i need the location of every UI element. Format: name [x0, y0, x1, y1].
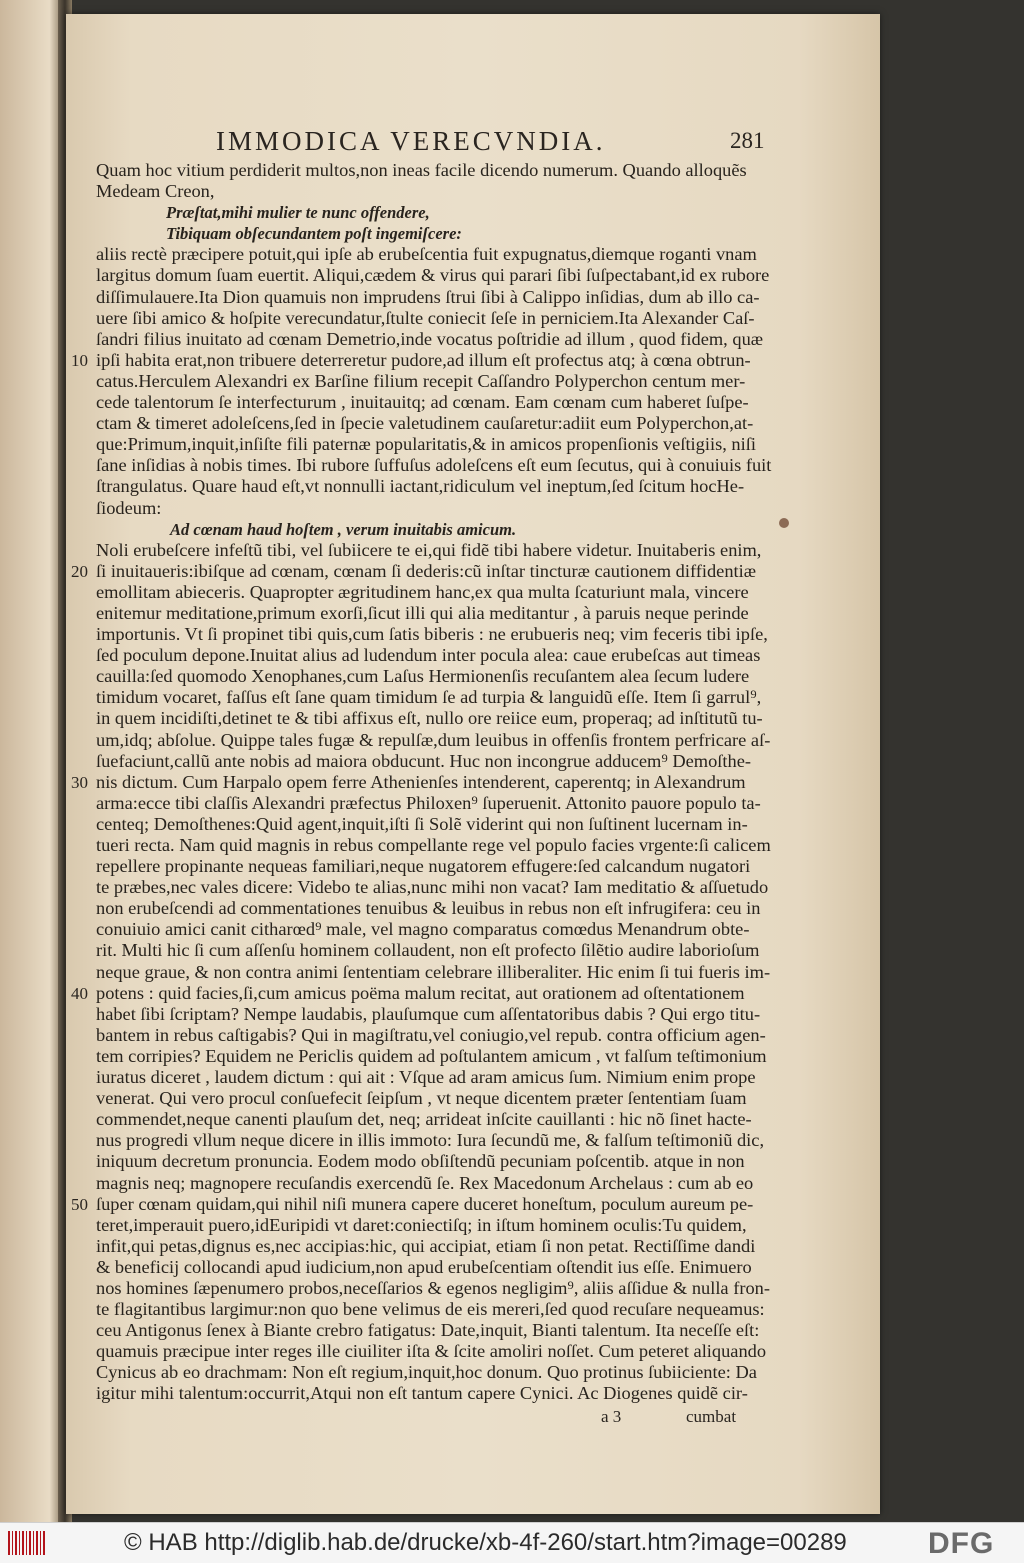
line-number-marker: 30 — [71, 772, 88, 792]
text-line — [96, 645, 796, 666]
text-line-content: que:Primum,inquit,inſiſte fili paternæ popularitatis,& in amicos propenſionis veſtigiis, niſi — [96, 434, 756, 455]
line-number-marker: 10 — [71, 350, 88, 370]
text-line — [96, 1046, 796, 1067]
text-line-content: uere ſibi amico & hoſpite verecundatur,ſtulte coniecit ſeſe in perniciem.Ita Alexander Caſ- — [96, 307, 755, 328]
copyright-link[interactable]: © HAB http://diglib.hab.de/drucke/xb-4f-260/start.htm?image=00289 — [124, 1529, 847, 1556]
text-line-content: centeq; Demoſthenes:Quid agent,inquit,iſti ſi Solẽ viderint qui non ſuſtinent lucernam in- — [96, 813, 748, 834]
book-page — [66, 14, 880, 1514]
text-line — [96, 877, 796, 898]
page-header — [66, 122, 880, 158]
text-line — [96, 687, 796, 708]
text-line — [96, 1215, 796, 1236]
text-line-content: Ad cœnam haud hoſtem , verum inuitabis amicum. — [170, 519, 517, 539]
text-line-content: ſtrangulatus. Quare haud eſt,vt nonnulli iactant,ridiculum vel ineptum,ſed ſcitum hocHe- — [96, 476, 745, 497]
text-line-content: commendet,neque canenti plauſum det, neq; arrideat inſcite cauillanti : hic nõ ſinet hacte- — [96, 1109, 752, 1130]
text-line-content: nos homines ſæpenumero probos,neceſſarios & egenos negligim⁹, aliis aſſidue & nulla fron- — [96, 1277, 770, 1298]
text-line-content: nis dictum. Cum Harpalo opem ferre Athenienſes intenderent, caperentq; in Alexandrum — [96, 771, 746, 792]
text-line — [96, 666, 796, 687]
text-line — [71, 349, 796, 371]
text-line — [96, 1257, 796, 1278]
text-line-content: importunis. Vt ſi propinet tibi quis,cum ſatis biberis : ne erubueris neq; vim feceris tibi ipſe, — [96, 624, 768, 645]
text-line — [96, 1383, 796, 1404]
text-line-content: enitemur meditatione,primum exorſi,ſicut illi qui alia meditantur , à paruis neque perinde — [96, 602, 749, 623]
left-page-edge — [0, 0, 62, 1522]
text-line-content: magnis neq; magnopere recuſandis exercendũ ſe. Rex Macedonum Archelaus : cum ab eo — [96, 1172, 754, 1193]
line-number-marker: 50 — [71, 1194, 88, 1214]
text-line — [96, 434, 796, 455]
text-line-content: iuratus diceret , laudem dictum : qui ait : Vſque ad aram amicus ſum. Nimium enim prope — [96, 1067, 756, 1088]
text-line-content: timidum vocaret, faſſus eſt ſane quam timidum ſe ad turpia & languidũ eſſe. Item ſi garrul⁹, — [96, 687, 762, 708]
text-line-content: um,idq; abſolue. Quippe tales fugæ & repulſæ,dum leuibus in offenſis frontem perfricare aſ- — [96, 729, 771, 750]
text-line-content: non erubeſcendi ad commentationes tenuibus & leuibus in rebus non eſt infrugifera: ceu in — [96, 898, 761, 919]
text-line — [96, 223, 796, 244]
text-line — [96, 582, 796, 603]
text-line-content: conuiuio amici canit citharœd⁹ male, vel magno comparatus comœdus Menandrum obte- — [96, 919, 750, 940]
signature-mark: a 3 — [601, 1406, 622, 1426]
text-line-content: repellere propinante nequeas familiari,neque nugatorem effugere:ſed calcandum nugatori — [96, 856, 751, 877]
text-line-content: infit,qui petas,dignus es,nec accipias:hic, qui accipiat, etiam ſi non petat. Rectiſſime dandi — [96, 1235, 756, 1256]
text-line — [96, 308, 796, 329]
text-line — [96, 1109, 796, 1130]
text-line-content: Quam hoc vitium perdiderit multos,non ineas facile dicendo numerum. Quando alloquẽs — [96, 160, 747, 180]
hab-logo — [8, 1531, 46, 1555]
text-line — [96, 476, 796, 497]
text-line — [96, 814, 796, 835]
text-line — [96, 1236, 796, 1257]
text-line-content: Tibiquam obſecundantem poſt ingemiſcere: — [166, 224, 462, 244]
text-line-content: Medeam Creon, — [96, 181, 215, 202]
text-line-content: cauilla:ſed quomodo Xenophanes,cum Laſus Hermionenſis recuſantem alea ſecum ludere — [96, 666, 750, 687]
text-line — [96, 1130, 796, 1151]
text-line-content: tem corripies? Equidem ne Periclis quidem ad poſtulantem amicum , vt falſum teſtimonium — [96, 1045, 767, 1066]
text-line-content: bantem in rebus caſtigabis? Qui in magiſtratu,vel coniugio,vel repub. contra officium agen- — [96, 1024, 766, 1045]
line-number-marker: 20 — [71, 561, 88, 581]
text-line-content: ſane inſidias à nobis times. Ibi rubore ſuffuſus adoleſcens eſt eum ſecutus, qui à conuiuis fuit — [96, 455, 772, 476]
text-line-content: te flagitantibus largimur:non quo bene velimus de eis mereri,ſed quod recuſare nequeamus: — [96, 1299, 765, 1320]
ink-spot — [779, 518, 789, 528]
text-line — [96, 202, 796, 223]
catchword: cumbat — [686, 1406, 737, 1426]
text-line — [96, 287, 796, 308]
text-line-content: igitur mihi talentum:occurrit,Atqui non eſt tantum capere Cynici. Ac Diogenes quidẽ cir- — [96, 1383, 748, 1404]
text-line-content: Præſtat,mihi mulier te nunc offendere, — [166, 203, 430, 223]
text-line-content: diſſimulauere.Ita Dion quamuis non imprudens ſtrui ſibi à Calippo inſidias, dum ab illo ca- — [96, 286, 760, 307]
signature-line — [96, 1405, 796, 1429]
text-line — [96, 751, 796, 772]
text-line — [96, 413, 796, 434]
text-line-content: cede talentorum ſe interfecturum , inuitauitq; ad cœnam. Eam cœnam cum haberet ſuſpe- — [96, 392, 749, 413]
text-line — [96, 1025, 796, 1046]
text-line-content: Cynicus ab eo drachmam: Non eſt regium,inquit,hoc donum. Quo protinus ſubiiciente: Da — [96, 1362, 757, 1383]
text-line — [96, 519, 796, 540]
page-number: 281 — [730, 128, 765, 153]
text-line — [96, 856, 796, 877]
text-line-content: arma:ecce tibi claſſis Alexandri præfectus Philoxen⁹ ſuperuenit. Attonito pauore populo ta- — [96, 792, 761, 813]
text-line — [96, 1151, 796, 1172]
text-line-content: venerat. Qui vero procul conſuefecit ſeipſum , vt neque dicentem præter ſententiam ſuam — [96, 1088, 747, 1109]
text-line-content: te præbes,nec vales dicere: Videbo te alias,nunc mihi non vacat? Iam meditatio & aſſuetudo — [96, 877, 769, 898]
text-line-content: emollitam abieceris. Quapropter ægritudinem hanc,ex qua multa ſcaturiunt mala, vincere — [96, 581, 749, 602]
text-line — [96, 835, 796, 856]
text-line — [96, 624, 796, 645]
line-number-marker: 40 — [71, 983, 88, 1003]
text-line — [96, 730, 796, 751]
text-line — [96, 498, 796, 519]
text-line — [96, 793, 796, 814]
text-line-content: ctam & timeret adoleſcens,ſed in ſpecie valetudinem cauſaretur:adiit eum Polyperchon,at- — [96, 413, 754, 434]
text-line-content: nus progredi vllum neque dicere in illis immoto: Iura ſecundũ me, & falſum teſtimoniũ dic, — [96, 1130, 765, 1151]
text-line-content: rit. Multi hic ſi cum aſſenſu hominem collaudent, non eſt profecto ſilẽtio audire laborioſum — [96, 940, 760, 961]
text-line-content: ipſi habita erat,non tribuere deterreretur pudore,ad illum eſt profectus atq; à cœna obtrun- — [96, 349, 751, 370]
text-line-content: catus.Herculem Alexandri ex Barſine filium recepit Caſſandro Polyperchon centum mer- — [96, 370, 746, 391]
text-line — [96, 1341, 796, 1362]
text-line-content: largitus domum ſuam euertit. Aliqui,cædem & virus qui parari ſibi ſuſpectabant,id ex rubore — [96, 265, 770, 286]
text-line — [96, 708, 796, 729]
text-line — [71, 1193, 796, 1215]
text-line — [96, 181, 796, 202]
text-line — [96, 1173, 796, 1194]
text-line — [96, 540, 796, 561]
text-line — [96, 1320, 796, 1341]
dfg-logo: DFG — [928, 1527, 995, 1560]
text-line — [96, 962, 796, 983]
text-line — [71, 560, 796, 582]
text-line — [71, 982, 796, 1004]
text-line — [96, 1067, 796, 1088]
text-line-content: ſuper cœnam quidam,qui nihil niſi munera capere duceret honeſtum, poculum aureum pe- — [96, 1193, 754, 1214]
running-head: IMMODICA VERECVNDIA. — [216, 126, 606, 156]
text-line-content: teret,imperauit puero,idEuripidi vt daret:coniectiſq; in iſtum hominem oculis:Tu quidem, — [96, 1214, 747, 1235]
text-line — [96, 603, 796, 624]
text-line — [96, 392, 796, 413]
text-line — [96, 455, 796, 476]
text-line-content: in quem incidiſti,detinet te & tibi affixus eſt, nullo ore reiice eum, properaq; ad inſtitutũ tu- — [96, 708, 763, 729]
text-line — [96, 371, 796, 392]
text-line-content: quamuis præcipue inter reges ille ciuiliter iſta & ſcite amoliri noſſet. Cum peteret aliquando — [96, 1341, 767, 1362]
text-line — [96, 329, 796, 350]
text-line-content: Noli erubeſcere infeſtũ tibi, vel ſubiicere te ei,qui fidẽ tibi habere videtur. Inuitaberis enim, — [96, 539, 762, 560]
text-line — [96, 1299, 796, 1320]
viewer-footer — [0, 1522, 1024, 1563]
text-line-content: aliis rectè præcipere potuit,qui ipſe ab erubeſcentia fuit expugnatus,diemque roganti vnam — [96, 244, 757, 265]
text-line — [96, 244, 796, 265]
text-line-content: ſandri filius inuitato ad cœnam Demetrio,inde vocatus poſtridie ad illum , quod fidem, quæ — [96, 328, 764, 349]
text-line-content: neque graue, & non contra animi ſententiam celebrare illiberaliter. Hic enim ſi tui fueris im- — [96, 961, 771, 982]
page-text — [71, 160, 796, 1429]
text-line — [96, 1362, 796, 1383]
text-line-content: ceu Antigonus ſenex à Biante crebro fatigatus: Date,inquit, Bianti talentum. Ita neceſſe eſt: — [96, 1320, 760, 1341]
text-line-content: potens : quid facies,ſi,cum amicus poëma malum recitat, aut orationem ad oſtentationem — [96, 982, 745, 1003]
text-line-content: ſiodeum: — [96, 497, 162, 518]
text-line-content: tueri recta. Nam quid magnis in rebus compellante rege vel populo facies vrgente:ſi calicem — [96, 835, 771, 855]
text-line — [96, 265, 796, 286]
text-line — [96, 1278, 796, 1299]
text-line — [96, 940, 796, 961]
text-line — [96, 160, 796, 181]
text-line-content: & beneficij collocandi apud iudicium,non apud erubeſcentiam oſtendit ius eſſe. Enimuero — [96, 1256, 752, 1277]
text-line — [96, 919, 796, 940]
text-line — [96, 898, 796, 919]
text-line — [71, 771, 796, 793]
text-line-content: ſi inuitaueris:ibiſque ad cœnam, cœnam ſi dederis:cũ inſtar tincturæ cautionem diffidentiæ — [96, 560, 757, 581]
text-line-content: ſed poculum depone.Inuitat alius ad ludendum inter pocula alea: caue erubeſcas aut timeas — [96, 645, 761, 666]
text-line — [96, 1088, 796, 1109]
text-line-content: iniquum decretum pronuncia. Eodem modo obſiſtendũ pecuniam poſcentib. atque in non — [96, 1151, 745, 1172]
text-line-content: habet ſibi ſcriptam? Nempe laudabis, plauſumque cum aſſentatoribus dabis ? Qui ergo titu- — [96, 1003, 761, 1024]
text-line-content: ſuefaciunt,callũ ante nobis ad maiora obducunt. Huc non incongrue adducem⁹ Demoſthe- — [96, 750, 751, 771]
text-line — [96, 1004, 796, 1025]
